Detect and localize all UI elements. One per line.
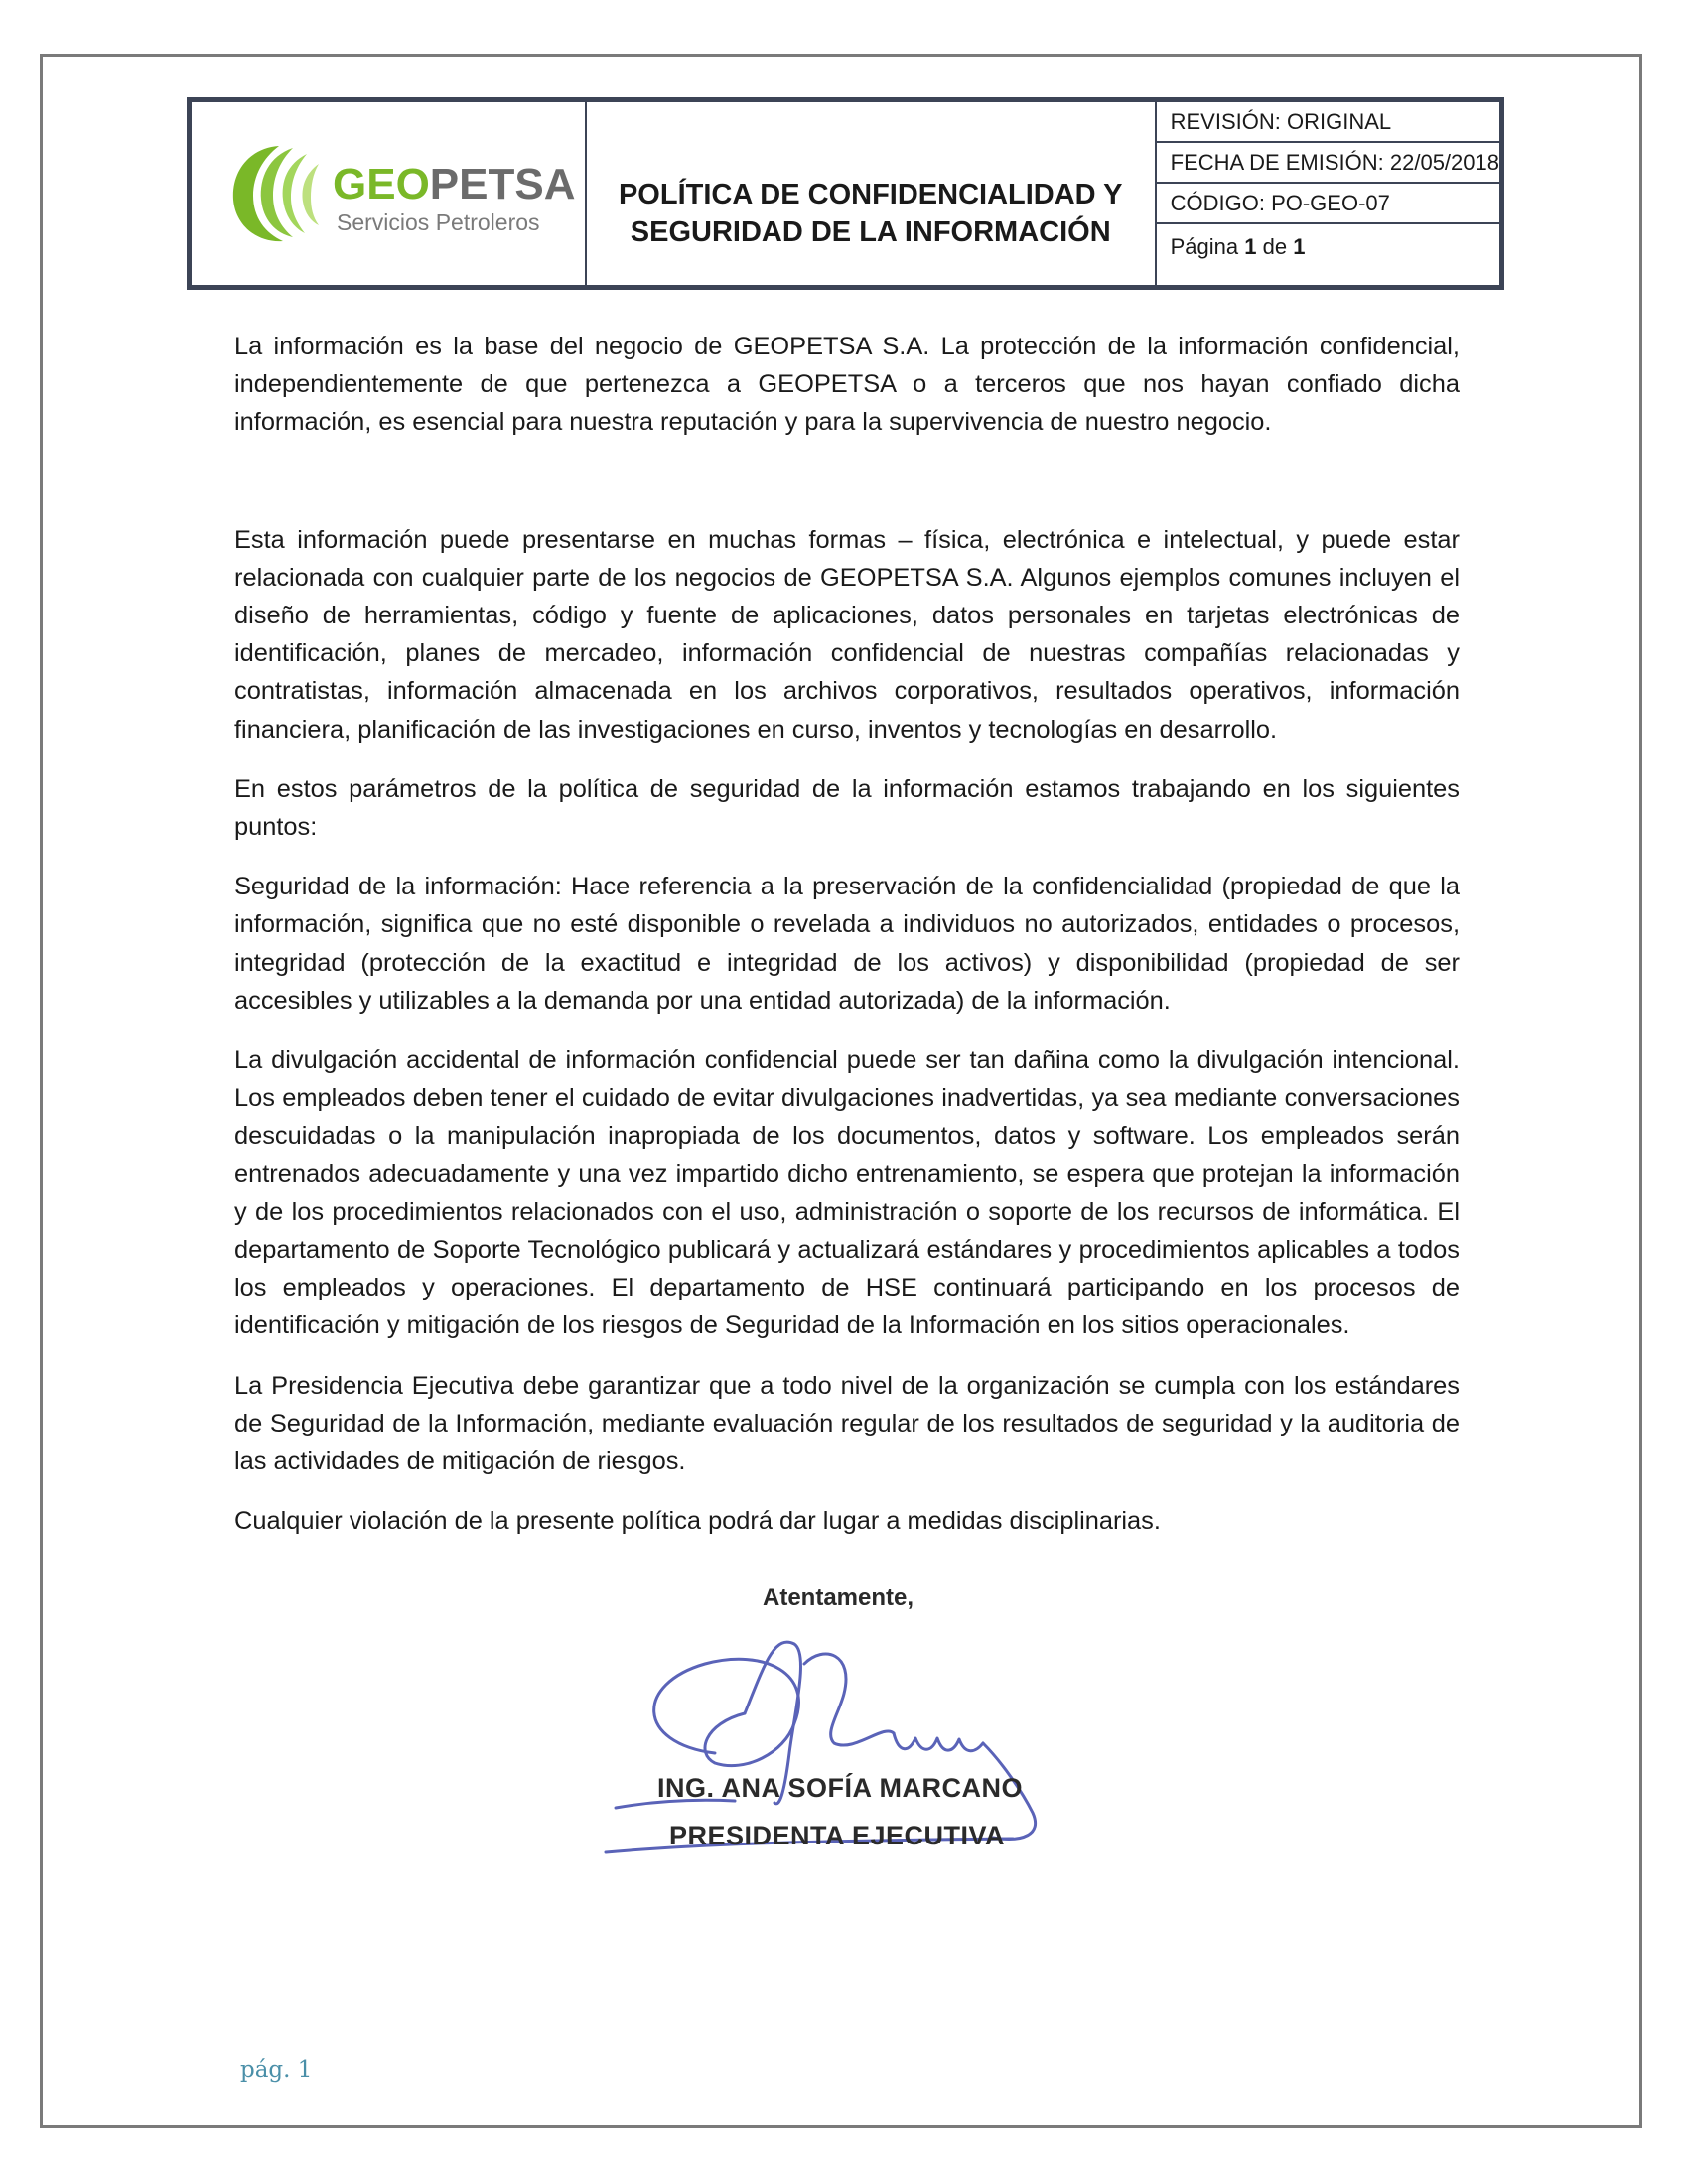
logo-wordmark [333, 160, 576, 209]
page-of: de [1262, 234, 1288, 259]
document-header-table [187, 97, 1504, 290]
policy-paragraph: En estos parámetros de la política de seguridad de la información estamos trabajando en los siguientes puntos: [234, 774, 1460, 842]
page-number-field [1157, 224, 1499, 285]
policy-paragraph: Esta información puede presentarse en muchas formas – física, electrónica e intelectual, y puede estar relacionada con cualquier parte de los negocios de GEOPETSA S.A. Algunos ejemplos comunes incluyen el diseño de herramientas, código y fuente de aplicaciones, datos personales en tarjetas electrónicas de identificación, planes de mercadeo, información confidencial de nuestras compañías relacionadas y contratistas, información almacenada en los archivos corporativos, resultados operativos, información financiera, planificación de las investigaciones en curso, inventos y tecnologías en desarrollo. [234, 525, 1460, 744]
policy-body [234, 328, 1460, 1562]
revision-field: REVISIÓN: ORIGINAL [1157, 102, 1499, 143]
logo-brand-part2: PETSA [429, 160, 576, 208]
page-total: 1 [1293, 234, 1306, 259]
policy-paragraph: Seguridad de la información: Hace referencia a la preservación de la confidencialidad (propiedad de que la información, significa que no esté disponible o revelada a individuos no autorizados, entidades o procesos, integridad (protección de la exactitud e integridad de los activos) y disponibilidad (propiedad de ser accesibles y utilizables a la demanda por una entidad autorizada) de la información. [234, 873, 1460, 1015]
policy-paragraph: La información es la base del negocio de GEOPETSA S.A. La protección de la información confidencial, independientemente de que pertenezca a GEOPETSA o a terceros que nos hayan confiado dicha información, es esencial para nuestra reputación y para la supervivencia de nuestro negocio. [234, 333, 1460, 437]
geopetsa-logo-icon [221, 134, 339, 251]
signer-role: PRESIDENTA EJECUTIVA [669, 1821, 1006, 1850]
closing-salutation: Atentamente, [763, 1584, 914, 1611]
logo-cell [192, 102, 587, 285]
issue-date-field: FECHA DE EMISIÓN: 22/05/2018 [1157, 143, 1499, 184]
logo-tagline: Servicios Petroleros [337, 209, 540, 235]
policy-paragraph: La divulgación accidental de información confidencial puede ser tan dañina como la divulgación intencional. Los empleados deben tener el cuidado de evitar divulgaciones inadvertidas, ya sea mediante conversaciones descuidadas o la manipulación inapropiada de los documentos, datos y software. Los empleados serán entrenados adecuadamente y una vez impartido dicho entrenamiento, se espera que protejan la información y de los procedimientos relacionados con el uso, administración o soporte de los recursos de informática. El departamento de Soporte Tecnológico publicará y actualizará estándares y procedimientos aplicables a todos los empleados y operaciones. El departamento de HSE continuará participando en los procesos de identificación y mitigación de los riesgos de Seguridad de la Información en los sitios operacionales. [234, 1046, 1460, 1340]
signer-name: ING. ANA SOFÍA MARCANO [657, 1773, 1023, 1803]
logo-brand-part1: GEO [333, 160, 430, 208]
document-title [619, 176, 1123, 251]
document-title-line1: POLÍTICA DE CONFIDENCIALIDAD Y [618, 179, 1123, 210]
policy-paragraph: Cualquier violación de la presente política podrá dar lugar a medidas disciplinarias. [234, 1507, 1161, 1536]
title-cell [587, 102, 1157, 285]
policy-paragraph: La Presidencia Ejecutiva debe garantizar que a todo nivel de la organización se cumpla con los estándares de Seguridad de la Información, mediante evaluación regular de los resultados de seguridad y la auditoria de las actividades de mitigación de riesgos. [234, 1371, 1460, 1476]
page-current: 1 [1244, 234, 1257, 259]
page-label: Página [1170, 234, 1239, 259]
footer-page-number: pág. 1 [240, 2057, 313, 2083]
document-title-line2: SEGURIDAD DE LA INFORMACIÓN [630, 216, 1111, 248]
meta-cell [1157, 102, 1499, 285]
signature-block [596, 1584, 1112, 1882]
document-code-field: CÓDIGO: PO-GEO-07 [1157, 184, 1499, 224]
